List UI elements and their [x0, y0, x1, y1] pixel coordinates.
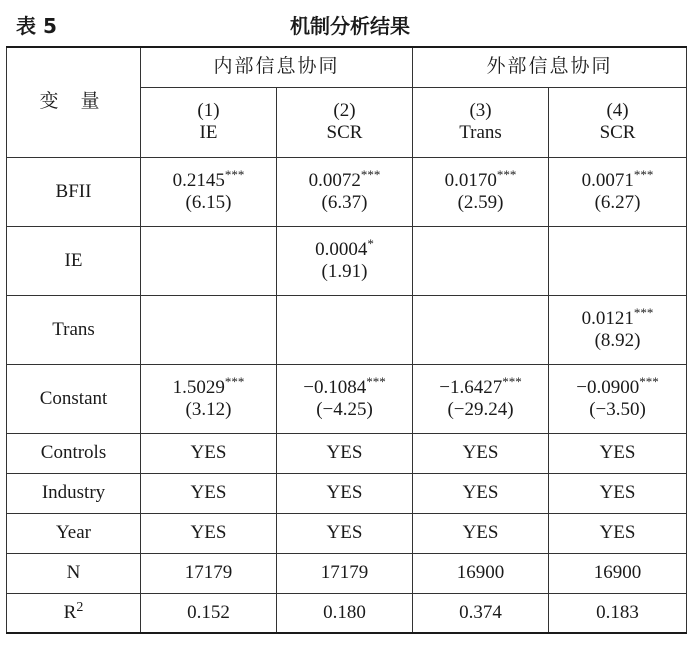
table-cell — [413, 226, 549, 295]
t-statistic: (6.37) — [321, 191, 368, 213]
table-cell: YES — [141, 513, 277, 553]
table-cell — [549, 226, 687, 295]
table-cell: YES — [413, 513, 549, 553]
table-cell — [277, 364, 413, 433]
significance-stars: *** — [633, 166, 654, 182]
table-cell: YES — [141, 473, 277, 513]
coef-value: 0.0004 — [315, 238, 368, 260]
table-cell: YES — [277, 433, 413, 473]
row-label: Industry — [7, 473, 141, 513]
coef-value: −0.1084 — [303, 376, 367, 398]
table-row-n — [7, 553, 687, 593]
table-cell — [277, 157, 413, 226]
t-statistic: (8.92) — [594, 329, 641, 351]
table-cell: YES — [549, 433, 687, 473]
row-label: BFII — [7, 157, 141, 226]
table-cell: YES — [277, 473, 413, 513]
column-name: SCR — [599, 122, 636, 143]
column-name: IE — [199, 122, 218, 143]
table-cell: 17179 — [141, 553, 277, 593]
row-label: N — [7, 553, 141, 593]
significance-stars: *** — [366, 373, 386, 389]
table-cell — [549, 295, 687, 364]
table-cell — [277, 295, 413, 364]
row-label: Trans — [7, 295, 141, 364]
t-statistic: (1.91) — [321, 260, 368, 282]
coef-value: 0.0121 — [581, 307, 634, 329]
table-cell: YES — [549, 473, 687, 513]
significance-stars: *** — [496, 166, 517, 182]
table-row-ie — [7, 226, 687, 295]
table-cell: 16900 — [549, 553, 687, 593]
column-header-1 — [141, 87, 277, 157]
table-cell: 17179 — [277, 553, 413, 593]
column-header-4 — [549, 87, 687, 157]
table-cell — [413, 364, 549, 433]
column-number: (4) — [606, 100, 629, 122]
r2-label: R — [63, 601, 77, 623]
coef-value: 0.0170 — [444, 169, 497, 191]
table-row-controls — [7, 433, 687, 473]
table-cell: 0.152 — [141, 593, 277, 633]
table-row-r2 — [7, 593, 687, 633]
results-table — [6, 46, 687, 634]
significance-stars: * — [367, 235, 374, 251]
t-statistic: (−3.50) — [589, 398, 646, 420]
row-label: Controls — [7, 433, 141, 473]
row-label: Constant — [7, 364, 141, 433]
table-row-constant — [7, 364, 687, 433]
table-cell: 0.183 — [549, 593, 687, 633]
group-header-internal: 内部信息协同 — [141, 47, 413, 87]
table-row-year — [7, 513, 687, 553]
table-cell — [549, 364, 687, 433]
table-label: 表 5 — [16, 14, 57, 38]
table-cell: YES — [277, 513, 413, 553]
header-group-row — [7, 47, 687, 87]
t-statistic: (−4.25) — [316, 398, 373, 420]
table-cell — [277, 226, 413, 295]
column-number: (1) — [197, 100, 220, 122]
coef-value: 0.2145 — [172, 169, 225, 191]
column-name: SCR — [326, 122, 363, 143]
column-number: (2) — [333, 100, 356, 122]
coef-value: 0.0072 — [308, 169, 361, 191]
column-number: (3) — [469, 100, 492, 122]
table-cell: YES — [141, 433, 277, 473]
column-header-3 — [413, 87, 549, 157]
group-header-external: 外部信息协同 — [413, 47, 687, 87]
table-cell: 16900 — [413, 553, 549, 593]
significance-stars: *** — [639, 373, 659, 389]
table-cell: YES — [549, 513, 687, 553]
table-row-trans — [7, 295, 687, 364]
coef-value: 0.0071 — [581, 169, 634, 191]
r2-superscript: 2 — [76, 599, 84, 615]
table-cell — [141, 157, 277, 226]
t-statistic: (2.59) — [457, 191, 504, 213]
significance-stars: *** — [502, 373, 522, 389]
table-cell: YES — [413, 433, 549, 473]
table-cell — [141, 295, 277, 364]
t-statistic: (6.27) — [594, 191, 641, 213]
significance-stars: *** — [633, 304, 654, 320]
table-caption — [14, 8, 686, 42]
table-row-bfii — [7, 157, 687, 226]
table-cell: YES — [413, 473, 549, 513]
table-cell: 0.180 — [277, 593, 413, 633]
t-statistic: (−29.24) — [447, 398, 514, 420]
column-name: Trans — [459, 122, 502, 143]
column-header-2 — [277, 87, 413, 157]
table-cell — [413, 295, 549, 364]
variable-header: 变 量 — [7, 47, 141, 157]
t-statistic: (3.12) — [185, 398, 232, 420]
table-cell — [141, 226, 277, 295]
table-cell: 0.374 — [413, 593, 549, 633]
row-label: IE — [7, 226, 141, 295]
row-label — [7, 593, 141, 633]
significance-stars: *** — [360, 166, 381, 182]
coef-value: −0.0900 — [576, 376, 640, 398]
row-label: Year — [7, 513, 141, 553]
significance-stars: *** — [224, 373, 245, 389]
table-cell — [549, 157, 687, 226]
table-row-industry — [7, 473, 687, 513]
coef-value: −1.6427 — [439, 376, 503, 398]
t-statistic: (6.15) — [185, 191, 232, 213]
coef-value: 1.5029 — [172, 376, 225, 398]
significance-stars: *** — [224, 166, 245, 182]
table-title: 机制分析结果 — [290, 14, 410, 38]
table-cell — [413, 157, 549, 226]
table-cell — [141, 364, 277, 433]
